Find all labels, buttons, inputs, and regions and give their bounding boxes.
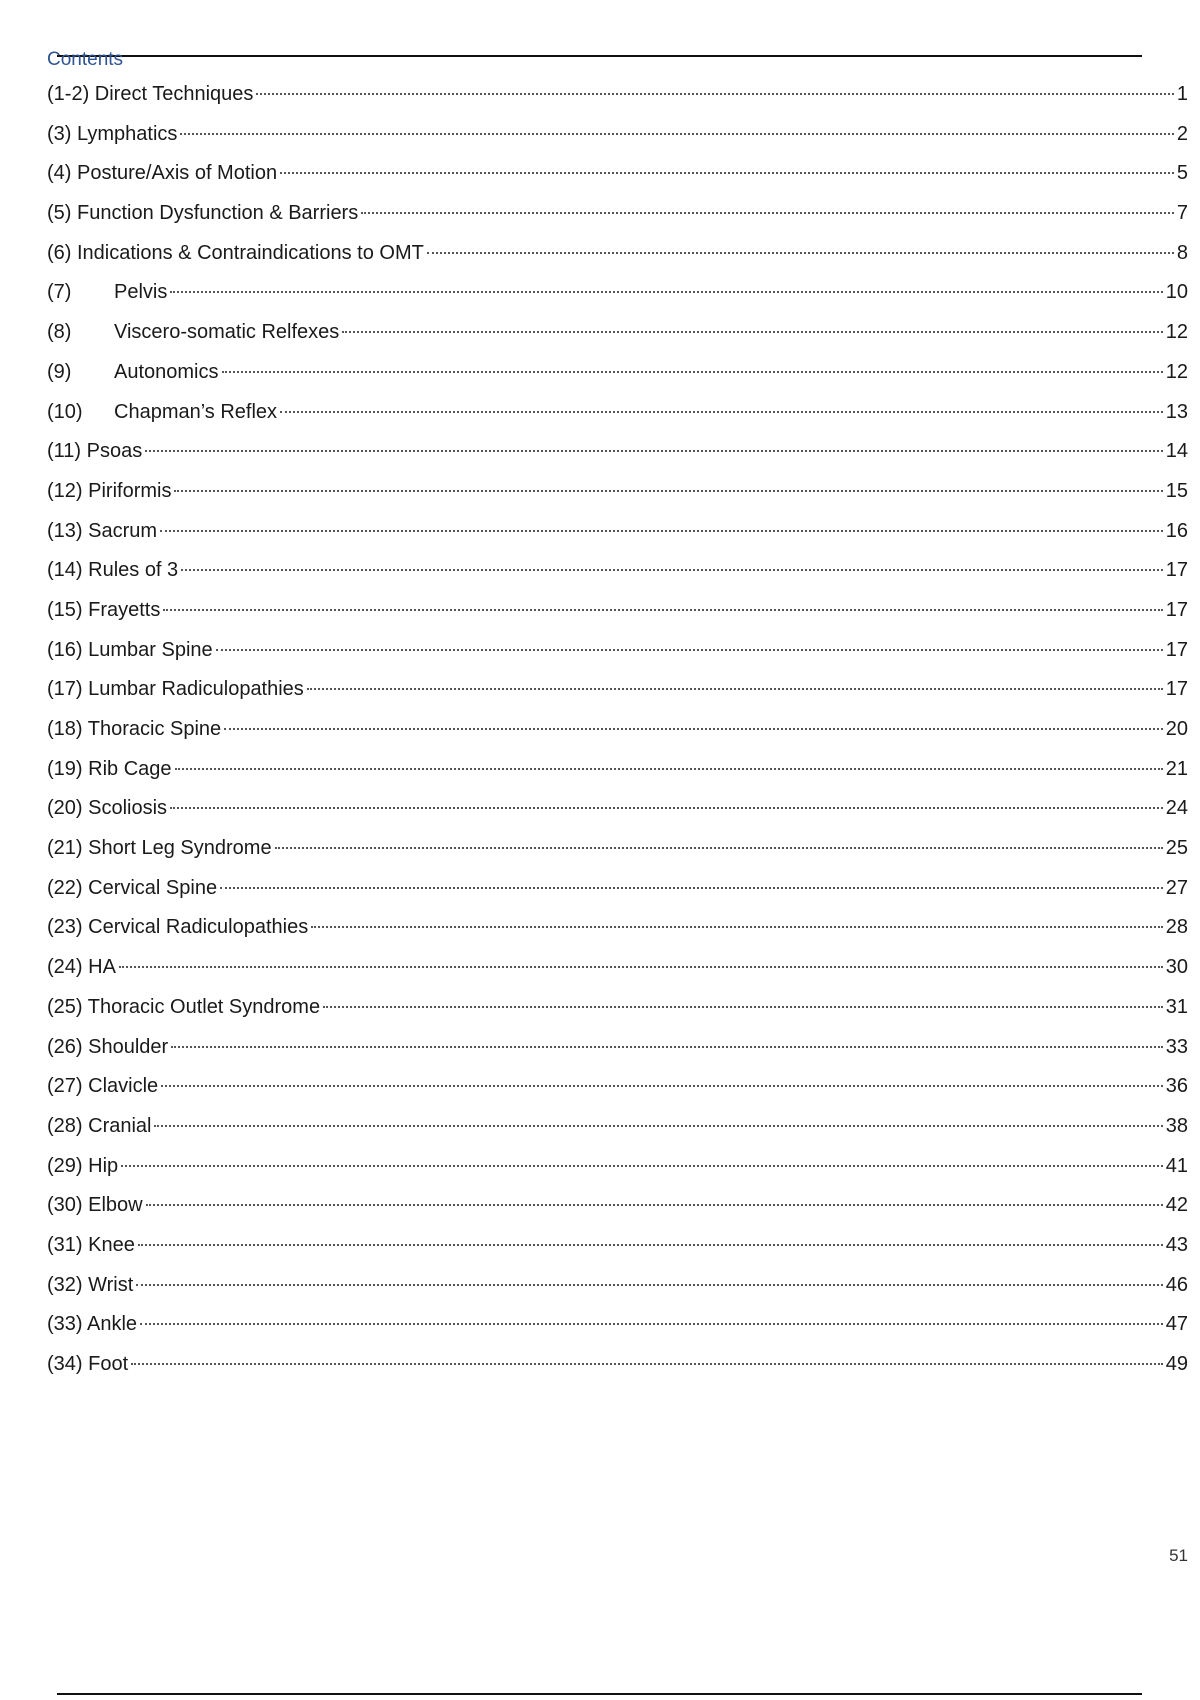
toc-entry-title <box>47 1110 151 1142</box>
toc-entry-title <box>47 911 308 943</box>
toc-entry-text: Autonomics <box>114 360 219 383</box>
toc-entry-page: 47 <box>1165 1313 1188 1336</box>
toc-entry[interactable] <box>47 118 1188 158</box>
toc-entry-page: 30 <box>1165 956 1188 979</box>
toc-entry-text: (29) Hip <box>47 1154 119 1177</box>
toc-entry-page: 24 <box>1165 797 1188 820</box>
toc-entry-text: (32) Wrist <box>47 1273 134 1296</box>
toc-dot-leader <box>170 291 1162 293</box>
toc-entry-title <box>47 1229 135 1261</box>
toc-entry[interactable] <box>47 951 1188 991</box>
toc-entry-page: 25 <box>1165 837 1188 860</box>
toc-entry-page: 1 <box>1176 83 1188 105</box>
toc-dot-leader <box>256 93 1173 95</box>
toc-entry-page: 5 <box>1176 162 1188 185</box>
table-of-contents <box>47 78 1188 1388</box>
toc-entry[interactable] <box>47 475 1188 515</box>
toc-dot-leader <box>181 569 1163 571</box>
toc-entry-title <box>47 475 171 507</box>
toc-entry[interactable] <box>47 753 1188 793</box>
toc-entry-text: (4) Posture/Axis of Motion <box>47 162 278 185</box>
toc-dot-leader <box>216 649 1163 651</box>
toc-entry-title <box>47 78 253 110</box>
toc-entry-text: (14) Rules of 3 <box>47 559 179 582</box>
top-rule <box>57 55 1142 57</box>
toc-entry-number: (9) <box>47 360 72 383</box>
toc-entry-page: 31 <box>1165 995 1188 1018</box>
toc-entry[interactable] <box>47 356 1188 396</box>
toc-dot-leader <box>121 1165 1163 1167</box>
toc-dot-leader <box>361 212 1174 214</box>
toc-dot-leader <box>175 768 1163 770</box>
toc-entry-number: (7) <box>47 281 72 304</box>
toc-entry-text: (3) Lymphatics <box>47 122 178 145</box>
toc-entry-title <box>47 673 304 705</box>
toc-entry-text: (26) Shoulder <box>47 1035 169 1058</box>
toc-dot-leader <box>160 530 1163 532</box>
toc-entry-number: (8) <box>47 321 72 344</box>
toc-entry[interactable] <box>47 1150 1188 1190</box>
toc-entry-text: (30) Elbow <box>47 1194 143 1217</box>
toc-entry[interactable] <box>47 554 1188 594</box>
toc-dot-leader <box>138 1244 1163 1246</box>
toc-entry[interactable] <box>47 1308 1188 1348</box>
toc-entry[interactable] <box>47 1348 1188 1388</box>
toc-entry-text: (28) Cranial <box>47 1114 152 1137</box>
toc-entry-page: 14 <box>1165 440 1188 463</box>
toc-entry-page: 21 <box>1165 757 1188 780</box>
toc-entry-title <box>47 316 339 348</box>
toc-entry-title <box>47 951 116 983</box>
toc-entry-page: 8 <box>1176 241 1188 264</box>
toc-entry-text: (6) Indications & Contraindications to OMT <box>47 241 424 264</box>
toc-dot-leader <box>136 1284 1162 1286</box>
toc-entry-title <box>47 1269 133 1301</box>
toc-entry-title <box>47 872 217 904</box>
toc-entry[interactable] <box>47 991 1188 1031</box>
toc-dot-leader <box>170 807 1163 809</box>
toc-dot-leader <box>140 1323 1163 1325</box>
toc-entry[interactable] <box>47 515 1188 555</box>
toc-entry-title <box>47 1070 158 1102</box>
toc-entry[interactable] <box>47 1229 1188 1269</box>
toc-entry-title <box>47 237 424 269</box>
toc-entry-title <box>47 1189 143 1221</box>
toc-dot-leader <box>180 133 1173 135</box>
bottom-rule <box>57 1693 1142 1695</box>
toc-entry-page: 7 <box>1176 202 1188 225</box>
toc-entry-page: 15 <box>1165 479 1188 502</box>
toc-entry[interactable] <box>47 713 1188 753</box>
toc-entry-title <box>47 515 157 547</box>
toc-entry-title <box>47 157 277 189</box>
toc-entry-title <box>47 713 221 745</box>
toc-entry-page: 27 <box>1165 876 1188 899</box>
toc-entry-text: (23) Cervical Radiculopathies <box>47 916 309 939</box>
toc-entry-text: (19) Rib Cage <box>47 757 172 780</box>
toc-dot-leader <box>222 371 1163 373</box>
toc-entry-text: Pelvis <box>114 281 168 304</box>
toc-entry-title <box>47 1308 137 1340</box>
toc-dot-leader <box>280 172 1174 174</box>
toc-entry-title <box>47 197 358 229</box>
toc-entry-title <box>47 435 142 467</box>
toc-dot-leader <box>427 252 1174 254</box>
toc-entry-page: 43 <box>1165 1233 1188 1256</box>
toc-entry-title <box>47 594 160 626</box>
toc-entry[interactable] <box>47 157 1188 197</box>
toc-entry-page: 13 <box>1165 400 1188 423</box>
toc-entry-text: (31) Knee <box>47 1233 135 1256</box>
toc-dot-leader <box>145 450 1163 452</box>
toc-entry[interactable] <box>47 435 1188 475</box>
toc-dot-leader <box>163 609 1162 611</box>
toc-entry[interactable] <box>47 237 1188 277</box>
toc-entry-title <box>47 753 172 785</box>
toc-dot-leader <box>275 847 1163 849</box>
toc-entry-page: 17 <box>1165 638 1188 661</box>
toc-entry-page: 17 <box>1165 598 1188 621</box>
toc-entry[interactable] <box>47 1110 1188 1150</box>
toc-dot-leader <box>280 411 1163 413</box>
toc-entry-text: Chapman’s Reflex <box>114 400 278 423</box>
toc-dot-leader <box>311 926 1163 928</box>
toc-dot-leader <box>161 1085 1163 1087</box>
toc-entry-title <box>47 396 277 428</box>
toc-entry-text: (34) Foot <box>47 1353 129 1375</box>
toc-entry-text: (33) Ankle <box>47 1313 138 1336</box>
toc-entry-title <box>47 276 167 308</box>
toc-entry-text: (1-2) Direct Techniques <box>47 83 254 105</box>
toc-dot-leader <box>224 728 1163 730</box>
toc-entry-page: 38 <box>1165 1114 1188 1137</box>
toc-entry[interactable] <box>47 276 1188 316</box>
toc-entry-text: (27) Clavicle <box>47 1075 159 1098</box>
toc-entry[interactable] <box>47 594 1188 634</box>
toc-entry-text: (12) Piriformis <box>47 479 172 502</box>
toc-entry-text: (20) Scoliosis <box>47 797 168 820</box>
toc-dot-leader <box>342 331 1162 333</box>
toc-entry[interactable] <box>47 316 1188 356</box>
toc-entry-title <box>47 832 272 864</box>
toc-entry-page: 33 <box>1165 1035 1188 1058</box>
toc-entry-page: 42 <box>1165 1194 1188 1217</box>
toc-entry-text: (13) Sacrum <box>47 519 158 542</box>
toc-heading: Contents <box>47 49 124 70</box>
toc-entry-page: 41 <box>1165 1154 1188 1177</box>
toc-entry-page: 20 <box>1165 718 1188 740</box>
toc-entry[interactable] <box>47 1189 1188 1229</box>
toc-dot-leader <box>131 1363 1163 1365</box>
toc-dot-leader <box>307 688 1163 690</box>
toc-entry-text: (5) Function Dysfunction & Barriers <box>47 202 359 225</box>
toc-entry-title <box>47 356 219 388</box>
toc-entry-title <box>47 554 178 586</box>
toc-entry-text: (18) Thoracic Spine <box>47 718 222 740</box>
toc-entry[interactable] <box>47 792 1188 832</box>
toc-dot-leader <box>220 887 1163 889</box>
toc-entry-page: 10 <box>1165 281 1188 304</box>
toc-entry-text: Viscero-somatic Relfexes <box>114 321 340 344</box>
toc-entry-page: 2 <box>1176 122 1188 145</box>
toc-entry-text: (11) Psoas <box>47 440 143 463</box>
toc-entry-page: 16 <box>1165 519 1188 542</box>
toc-entry-number: (10) <box>47 400 83 423</box>
toc-entry-title <box>47 634 213 666</box>
toc-entry-text: (24) HA <box>47 956 116 979</box>
toc-entry-text: (16) Lumbar Spine <box>47 638 213 661</box>
toc-entry[interactable] <box>47 78 1188 118</box>
toc-entry-title <box>47 792 167 824</box>
toc-entry-text: (17) Lumbar Radiculopathies <box>47 678 304 701</box>
toc-entry[interactable] <box>47 197 1188 237</box>
toc-dot-leader <box>154 1125 1162 1127</box>
toc-entry-title <box>47 1348 128 1380</box>
toc-entry-page: 12 <box>1165 360 1188 383</box>
toc-entry[interactable] <box>47 634 1188 674</box>
toc-dot-leader <box>174 490 1162 492</box>
toc-entry-text: (22) Cervical Spine <box>47 876 218 899</box>
toc-entry-title <box>47 118 177 150</box>
toc-entry[interactable] <box>47 396 1188 436</box>
toc-entry-page: 17 <box>1165 559 1188 582</box>
toc-entry-title <box>47 1150 118 1182</box>
toc-entry-page: 17 <box>1165 678 1188 701</box>
toc-entry-text: (25) Thoracic Outlet Syndrome <box>47 995 321 1018</box>
toc-entry-page: 12 <box>1165 321 1188 344</box>
toc-entry[interactable] <box>47 911 1188 951</box>
toc-dot-leader <box>171 1046 1163 1048</box>
toc-entry[interactable] <box>47 1269 1188 1309</box>
toc-entry[interactable] <box>47 673 1188 713</box>
toc-dot-leader <box>323 1006 1163 1008</box>
toc-entry-text: (15) Frayetts <box>47 598 161 621</box>
toc-entry-text: (21) Short Leg Syndrome <box>47 837 272 860</box>
toc-entry-page: 46 <box>1165 1273 1188 1296</box>
toc-entry[interactable] <box>47 1031 1188 1071</box>
toc-entry[interactable] <box>47 1070 1188 1110</box>
page-number: 51 <box>1169 1546 1188 1565</box>
toc-entry-page: 49 <box>1165 1353 1188 1375</box>
toc-dot-leader <box>119 966 1163 968</box>
toc-entry[interactable] <box>47 832 1188 872</box>
toc-entry-title <box>47 1031 168 1063</box>
toc-entry[interactable] <box>47 872 1188 912</box>
toc-entry-page: 36 <box>1165 1075 1188 1098</box>
toc-dot-leader <box>146 1204 1163 1206</box>
toc-entry-page: 28 <box>1165 916 1188 939</box>
toc-entry-title <box>47 991 320 1023</box>
